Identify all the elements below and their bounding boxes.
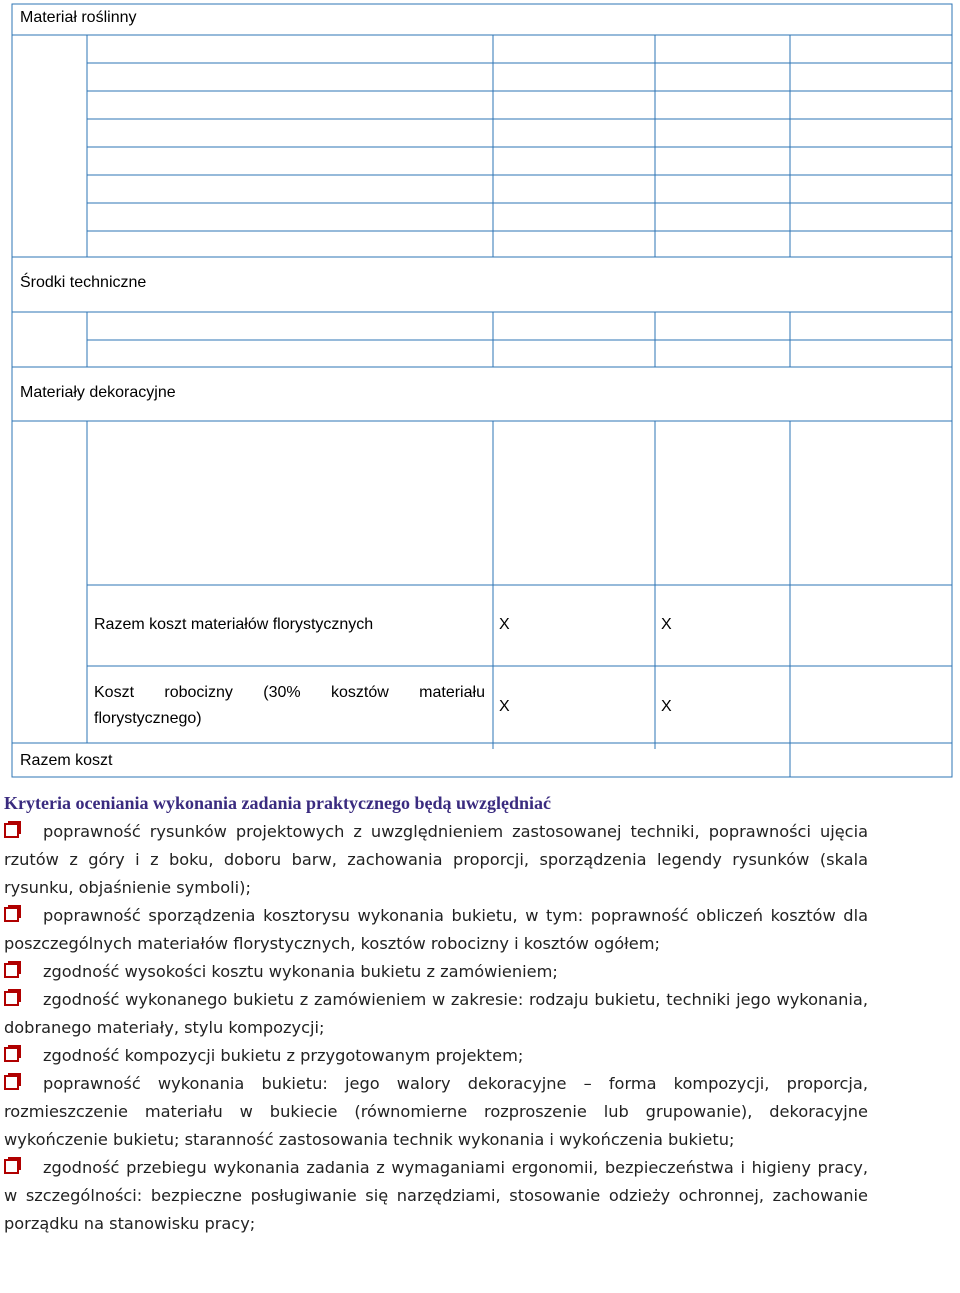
labor-word: kosztów	[330, 684, 389, 701]
criteria-item-text: zgodność przebiegu wykonania zadania z wymaganiami ergonomii, bezpieczeństwa i higieny pracy, w szczególności: bezpieczne posługiwanie się narzędziami, stosowanie odzieży ochronnej, zachowanie porządku na stanowisku pracy;	[4, 1158, 868, 1233]
total-cost-label: Razem koszt	[20, 752, 113, 769]
checkbox-bullet-icon	[4, 1159, 19, 1174]
checkbox-bullet-icon	[4, 1047, 19, 1062]
criteria-item	[4, 902, 868, 958]
criteria-item-text: poprawność sporządzenia kosztorysu wykonania bukietu, w tym: poprawność obliczeń kosztów dla poszczególnych materiałów florystycznych, kosztów robocizny i kosztów ogółem;	[4, 906, 868, 953]
grading-criteria	[4, 792, 868, 1238]
labor-cost-col1: X	[499, 698, 510, 715]
criteria-item-text: poprawność rysunków projektowych z uwzględnieniem zastosowanej techniki, poprawności ujęcia rzutów z góry i z boku, doboru barw, zachowania proporcji, sporządzenia legendy rysunków (skala rysunku, objaśnienie symboli);	[4, 822, 868, 897]
criteria-title: Kryteria oceniania wykonania zadania praktycznego będą uwzględniać	[4, 793, 552, 813]
criteria-item	[4, 958, 868, 986]
labor-word: materiału	[419, 684, 485, 701]
labor-word: Koszt	[94, 684, 135, 701]
checkbox-bullet-icon	[4, 1075, 19, 1090]
labor-word: (30%	[263, 684, 301, 701]
criteria-item	[4, 1042, 868, 1070]
total-materials-col2: X	[661, 616, 672, 633]
total-materials-col1: X	[499, 616, 510, 633]
criteria-item-text: zgodność kompozycji bukietu z przygotowanym projektem;	[43, 1046, 524, 1065]
total-materials-label: Razem koszt materiałów florystycznych	[94, 616, 374, 633]
labor-cost-label-line1	[94, 683, 485, 703]
criteria-item-text: poprawność wykonania bukietu: jego walory dekoracyjne – forma kompozycji, proporcja, rozmieszczenie materiału w bukiecie (równomierne rozproszenie lub grupowanie), dekoracyjne wykończenie bukietu; staranność zastosowania technik wykonania i wykończenia bukietu;	[4, 1074, 868, 1149]
labor-cost-col2: X	[661, 698, 672, 715]
criteria-item-text: zgodność wysokości kosztu wykonania bukietu z zamówieniem;	[43, 962, 558, 981]
checkbox-bullet-icon	[4, 907, 19, 922]
section-decorative-materials-label: Materiały dekoracyjne	[20, 384, 176, 401]
checkbox-bullet-icon	[4, 823, 19, 838]
checkbox-bullet-icon	[4, 963, 19, 978]
labor-word: robocizny	[164, 684, 233, 701]
labor-cost-label-line2: florystycznego)	[94, 710, 202, 727]
criteria-item	[4, 1154, 868, 1238]
criteria-item	[4, 1070, 868, 1154]
criteria-item	[4, 986, 868, 1042]
section-plant-material-label: Materiał roślinny	[20, 9, 137, 26]
criteria-item-text: zgodność wykonanego bukietu z zamówieniem w zakresie: rodzaju bukietu, techniki jego wykonania, dobranego materiały, stylu kompozycji;	[4, 990, 868, 1037]
checkbox-bullet-icon	[4, 991, 19, 1006]
criteria-item	[4, 818, 868, 902]
section-technical-means-label: Środki techniczne	[20, 274, 147, 291]
